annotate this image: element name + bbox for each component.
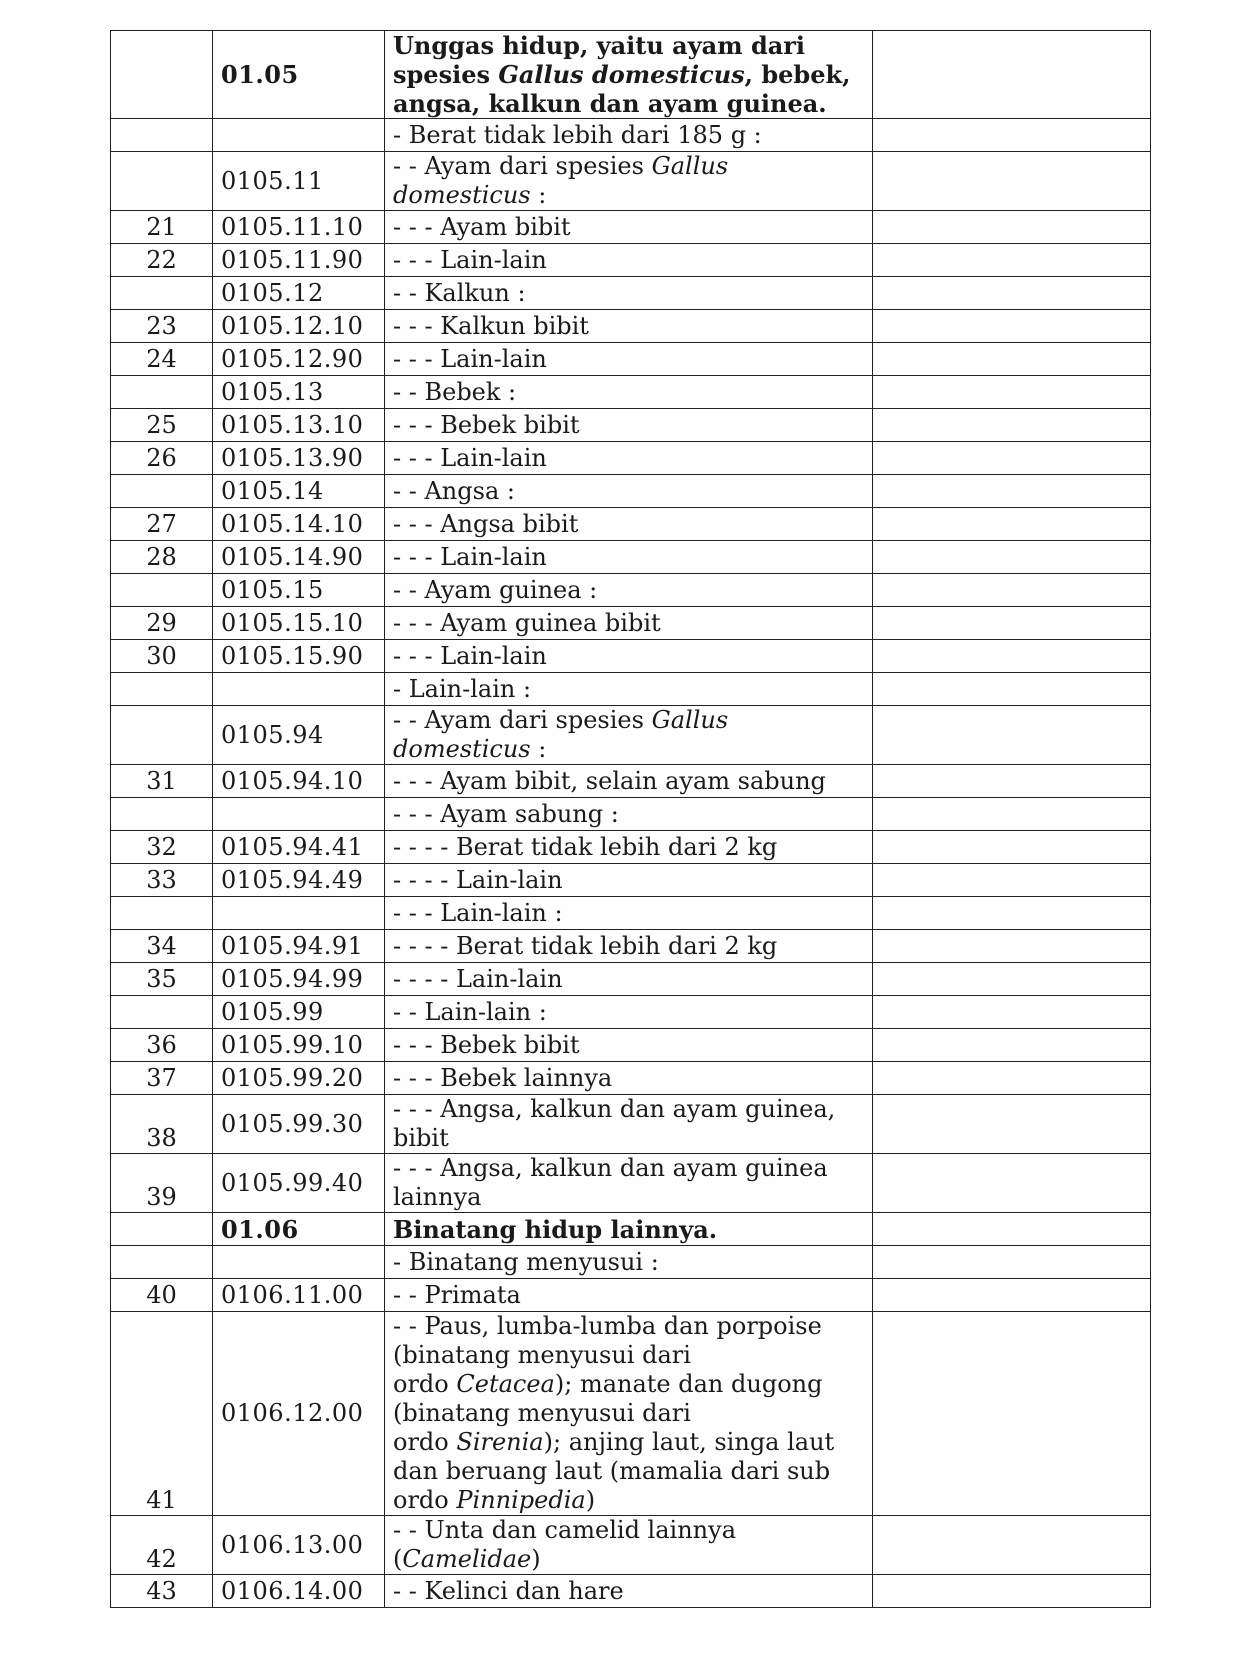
empty-column-cell <box>873 1516 1151 1575</box>
table-row <box>111 798 1151 831</box>
row-number: 21 <box>111 211 213 244</box>
table-row <box>111 897 1151 930</box>
description-text: - - - Angsa, kalkun dan ayam guinea, bibit <box>393 1095 843 1152</box>
item-description <box>385 798 873 831</box>
row-number <box>111 119 213 152</box>
item-description <box>385 1029 873 1062</box>
description-text: Unggas hidup, yaitu ayam dari spesies <box>393 31 814 89</box>
table-row <box>111 310 1151 343</box>
row-number <box>111 1246 213 1279</box>
hs-code: 0106.11.00 <box>213 1279 385 1312</box>
table-row <box>111 1279 1151 1312</box>
row-number <box>111 277 213 310</box>
table-row <box>111 475 1151 508</box>
empty-column-cell <box>873 831 1151 864</box>
description-text: - - Lain-lain : <box>393 997 547 1026</box>
table-row <box>111 1213 1151 1246</box>
description-text: - - - Angsa, kalkun dan ayam guinea lainnya <box>393 1154 836 1211</box>
table-row <box>111 930 1151 963</box>
empty-column-cell <box>873 409 1151 442</box>
row-number: 26 <box>111 442 213 475</box>
description-text: - - - - Lain-lain <box>393 964 563 993</box>
table-row <box>111 1062 1151 1095</box>
row-number <box>111 1213 213 1246</box>
hs-code: 0105.94.99 <box>213 963 385 996</box>
item-description <box>385 673 873 706</box>
item-description <box>385 310 873 343</box>
description-text: ) <box>585 1486 596 1514</box>
item-description <box>385 1154 873 1213</box>
description-text: - - - Kalkun bibit <box>393 311 589 340</box>
row-number: 40 <box>111 1279 213 1312</box>
empty-column-cell <box>873 31 1151 119</box>
hs-code: 0106.13.00 <box>213 1516 385 1575</box>
description-text: - - Ayam guinea : <box>393 575 598 604</box>
row-number: 30 <box>111 640 213 673</box>
description-text: - - - Lain-lain <box>393 641 547 670</box>
row-number: 41 <box>111 1312 213 1516</box>
row-number <box>111 31 213 119</box>
description-text: - - - Lain-lain <box>393 344 547 373</box>
description-text: - - Paus, lumba-lumba dan porpoise (binatang menyusui dari ordo <box>393 1312 822 1398</box>
row-number <box>111 152 213 211</box>
hs-code: 0106.12.00 <box>213 1312 385 1516</box>
hs-code: 0106.14.00 <box>213 1575 385 1608</box>
table-row <box>111 442 1151 475</box>
empty-column-cell <box>873 864 1151 897</box>
item-description <box>385 376 873 409</box>
table-row <box>111 706 1151 765</box>
item-description <box>385 1575 873 1608</box>
item-description <box>385 152 873 211</box>
tariff-table <box>110 30 1151 1608</box>
table-row <box>111 1312 1151 1516</box>
empty-column-cell <box>873 574 1151 607</box>
table-row <box>111 409 1151 442</box>
description-italic-term: Gallus domesticus <box>393 706 736 763</box>
hs-code: 0105.12 <box>213 277 385 310</box>
description-text: ) <box>531 1545 541 1573</box>
row-number: 29 <box>111 607 213 640</box>
row-number <box>111 574 213 607</box>
tariff-table-body <box>111 31 1151 1608</box>
table-row <box>111 541 1151 574</box>
table-row <box>111 673 1151 706</box>
description-italic-term: Gallus domesticus <box>393 152 736 209</box>
hs-code: 0105.94.10 <box>213 765 385 798</box>
empty-column-cell <box>873 1575 1151 1608</box>
hs-code: 0105.94.91 <box>213 930 385 963</box>
empty-column-cell <box>873 1246 1151 1279</box>
hs-code <box>213 1246 385 1279</box>
table-row <box>111 574 1151 607</box>
hs-code: 0105.99.10 <box>213 1029 385 1062</box>
empty-column-cell <box>873 244 1151 277</box>
row-number: 43 <box>111 1575 213 1608</box>
hs-code: 0105.11.10 <box>213 211 385 244</box>
description-text: - - Kalkun : <box>393 278 526 307</box>
row-number <box>111 706 213 765</box>
hs-code: 0105.99.30 <box>213 1095 385 1154</box>
table-row <box>111 343 1151 376</box>
hs-code: 0105.13 <box>213 376 385 409</box>
item-description <box>385 1279 873 1312</box>
hs-code: 0105.12.10 <box>213 310 385 343</box>
hs-code <box>213 897 385 930</box>
item-description <box>385 963 873 996</box>
hs-code: 0105.99 <box>213 996 385 1029</box>
empty-column-cell <box>873 1029 1151 1062</box>
description-italic-term: Gallus domesticus <box>498 60 745 89</box>
description-text: ); anjing laut, singa laut dan beruang laut (mamalia dari sub ordo <box>393 1428 842 1514</box>
hs-code: 01.05 <box>213 31 385 119</box>
description-text: - Lain-lain : <box>393 674 532 703</box>
hs-code <box>213 119 385 152</box>
table-row <box>111 31 1151 119</box>
item-description <box>385 277 873 310</box>
empty-column-cell <box>873 930 1151 963</box>
item-description <box>385 831 873 864</box>
hs-code: 01.06 <box>213 1213 385 1246</box>
empty-column-cell <box>873 607 1151 640</box>
description-text: - - - Angsa bibit <box>393 509 579 538</box>
hs-code: 0105.94 <box>213 706 385 765</box>
table-row <box>111 1029 1151 1062</box>
item-description <box>385 864 873 897</box>
row-number <box>111 798 213 831</box>
item-description <box>385 409 873 442</box>
empty-column-cell <box>873 640 1151 673</box>
description-text: - - - Bebek bibit <box>393 410 580 439</box>
table-row <box>111 152 1151 211</box>
empty-column-cell <box>873 442 1151 475</box>
row-number <box>111 475 213 508</box>
description-text: - - - - Lain-lain <box>393 865 563 894</box>
empty-column-cell <box>873 119 1151 152</box>
empty-column-cell <box>873 1062 1151 1095</box>
description-text: : <box>530 181 547 209</box>
hs-code: 0105.99.40 <box>213 1154 385 1213</box>
description-italic-term: Pinnipedia <box>456 1486 586 1514</box>
hs-code: 0105.15.90 <box>213 640 385 673</box>
hs-code: 0105.94.41 <box>213 831 385 864</box>
table-row <box>111 1095 1151 1154</box>
table-row <box>111 640 1151 673</box>
row-number <box>111 897 213 930</box>
table-row <box>111 1154 1151 1213</box>
row-number: 42 <box>111 1516 213 1575</box>
hs-code: 0105.14.10 <box>213 508 385 541</box>
table-row <box>111 607 1151 640</box>
row-number: 24 <box>111 343 213 376</box>
item-description <box>385 508 873 541</box>
empty-column-cell <box>873 1312 1151 1516</box>
table-row <box>111 119 1151 152</box>
item-description <box>385 211 873 244</box>
description-text: - - - Lain-lain : <box>393 898 563 927</box>
description-text: - - Unta dan camelid lainnya ( <box>393 1516 744 1573</box>
empty-column-cell <box>873 765 1151 798</box>
description-text: - - - - Berat tidak lebih dari 2 kg <box>393 832 778 861</box>
table-row <box>111 996 1151 1029</box>
hs-code: 0105.13.10 <box>213 409 385 442</box>
description-text: - - - Ayam guinea bibit <box>393 608 661 637</box>
table-row <box>111 1246 1151 1279</box>
empty-column-cell <box>873 152 1151 211</box>
row-number: 33 <box>111 864 213 897</box>
row-number: 34 <box>111 930 213 963</box>
item-description <box>385 244 873 277</box>
empty-column-cell <box>873 277 1151 310</box>
hs-code: 0105.15.10 <box>213 607 385 640</box>
description-text: ); manate dan dugong (binatang menyusui dari ordo <box>393 1370 823 1456</box>
item-description <box>385 1062 873 1095</box>
row-number: 32 <box>111 831 213 864</box>
row-number: 38 <box>111 1095 213 1154</box>
empty-column-cell <box>873 376 1151 409</box>
item-description <box>385 1516 873 1575</box>
item-description <box>385 119 873 152</box>
empty-column-cell <box>873 211 1151 244</box>
empty-column-cell <box>873 996 1151 1029</box>
row-number: 39 <box>111 1154 213 1213</box>
row-number: 27 <box>111 508 213 541</box>
description-text: - - - Ayam bibit <box>393 212 571 241</box>
table-row <box>111 508 1151 541</box>
empty-column-cell <box>873 897 1151 930</box>
row-number: 35 <box>111 963 213 996</box>
item-description <box>385 607 873 640</box>
empty-column-cell <box>873 475 1151 508</box>
description-text: - - - Lain-lain <box>393 245 547 274</box>
row-number: 22 <box>111 244 213 277</box>
description-text: - - - Lain-lain <box>393 542 547 571</box>
description-italic-term: Cetacea <box>456 1370 555 1398</box>
row-number: 37 <box>111 1062 213 1095</box>
table-row <box>111 211 1151 244</box>
description-text: - - - Ayam sabung : <box>393 799 619 828</box>
empty-column-cell <box>873 343 1151 376</box>
row-number <box>111 376 213 409</box>
description-text: - - - Bebek bibit <box>393 1030 580 1059</box>
empty-column-cell <box>873 508 1151 541</box>
description-text: - - Bebek : <box>393 377 517 406</box>
item-description <box>385 31 873 119</box>
item-description <box>385 897 873 930</box>
table-row <box>111 277 1151 310</box>
description-text: - - - Bebek lainnya <box>393 1063 613 1092</box>
row-number <box>111 673 213 706</box>
item-description <box>385 442 873 475</box>
empty-column-cell <box>873 798 1151 831</box>
empty-column-cell <box>873 310 1151 343</box>
hs-code: 0105.14.90 <box>213 541 385 574</box>
row-number <box>111 996 213 1029</box>
item-description <box>385 541 873 574</box>
hs-code: 0105.15 <box>213 574 385 607</box>
hs-code: 0105.12.90 <box>213 343 385 376</box>
item-description <box>385 706 873 765</box>
empty-column-cell <box>873 963 1151 996</box>
description-text: - Binatang menyusui : <box>393 1247 659 1276</box>
row-number: 31 <box>111 765 213 798</box>
item-description <box>385 640 873 673</box>
hs-code: 0105.14 <box>213 475 385 508</box>
item-description <box>385 996 873 1029</box>
item-description <box>385 930 873 963</box>
item-description <box>385 343 873 376</box>
empty-column-cell <box>873 1095 1151 1154</box>
table-row <box>111 831 1151 864</box>
description-text: - - Ayam dari spesies <box>393 706 652 734</box>
description-text: - - Ayam dari spesies <box>393 152 652 180</box>
empty-column-cell <box>873 1279 1151 1312</box>
table-row <box>111 376 1151 409</box>
description-text: - - Kelinci dan hare <box>393 1576 624 1605</box>
table-row <box>111 1575 1151 1608</box>
item-description <box>385 574 873 607</box>
description-text: - - - Lain-lain <box>393 443 547 472</box>
description-text: - Berat tidak lebih dari 185 g : <box>393 120 762 149</box>
description-text: : <box>530 735 547 763</box>
description-italic-term: Camelidae <box>402 1545 532 1573</box>
table-row <box>111 963 1151 996</box>
item-description <box>385 475 873 508</box>
item-description <box>385 765 873 798</box>
description-text: - - Angsa : <box>393 476 515 505</box>
table-row <box>111 765 1151 798</box>
empty-column-cell <box>873 706 1151 765</box>
description-text: - - Primata <box>393 1280 521 1309</box>
item-description <box>385 1095 873 1154</box>
hs-code <box>213 798 385 831</box>
description-text: - - - - Berat tidak lebih dari 2 kg <box>393 931 778 960</box>
empty-column-cell <box>873 541 1151 574</box>
hs-code <box>213 673 385 706</box>
description-text: - - - Ayam bibit, selain ayam sabung <box>393 766 826 795</box>
table-row <box>111 244 1151 277</box>
table-row <box>111 1516 1151 1575</box>
hs-code: 0105.11 <box>213 152 385 211</box>
empty-column-cell <box>873 1213 1151 1246</box>
hs-code: 0105.11.90 <box>213 244 385 277</box>
row-number: 25 <box>111 409 213 442</box>
row-number: 28 <box>111 541 213 574</box>
row-number: 23 <box>111 310 213 343</box>
table-row <box>111 864 1151 897</box>
item-description <box>385 1213 873 1246</box>
empty-column-cell <box>873 1154 1151 1213</box>
hs-code: 0105.13.90 <box>213 442 385 475</box>
hs-code: 0105.99.20 <box>213 1062 385 1095</box>
item-description <box>385 1312 873 1516</box>
row-number: 36 <box>111 1029 213 1062</box>
description-text: Binatang hidup lainnya. <box>393 1214 718 1244</box>
item-description <box>385 1246 873 1279</box>
empty-column-cell <box>873 673 1151 706</box>
description-italic-term: Sirenia <box>456 1428 544 1456</box>
description-text: , bebek, angsa, kalkun dan ayam guinea. <box>393 60 859 118</box>
hs-code: 0105.94.49 <box>213 864 385 897</box>
